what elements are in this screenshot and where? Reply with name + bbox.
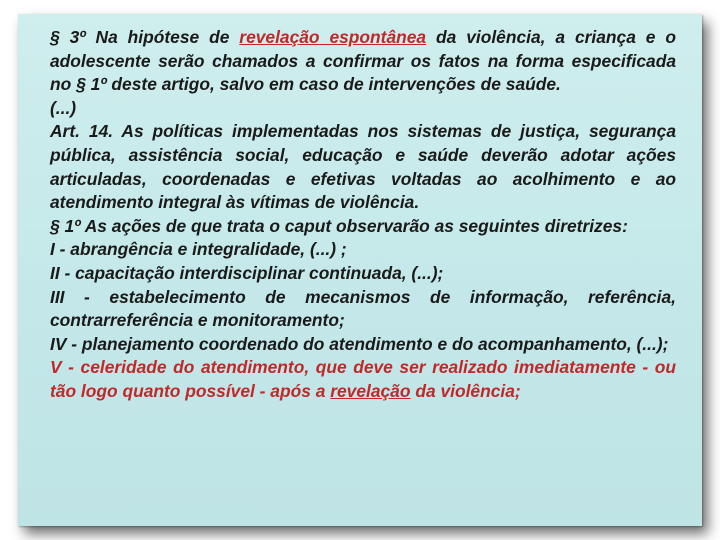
paragraph-par3 bbox=[50, 26, 676, 97]
item-v bbox=[50, 356, 676, 403]
paragraph-par1: § 1º As ações de que trata o caput observarão as seguintes diretrizes: bbox=[50, 215, 628, 236]
law-text bbox=[50, 26, 676, 404]
item-iii: III - estabelecimento de mecanismos de informação, referência, contrarreferência e monitoramento; bbox=[50, 286, 676, 331]
item-i: I - abrangência e integralidade, (...) ; bbox=[50, 239, 347, 260]
paragraph-art14: Art. 14. As políticas implementadas nos sistemas de justiça, segurança pública, assistência social, educação e saúde deverão adotar ações articuladas, coordenadas e efetivas voltadas ao acolhimento e ao atendimento integral às vítimas de violência. bbox=[50, 121, 676, 213]
item-ii: II - capacitação interdisciplinar continuada, (...); bbox=[50, 262, 444, 283]
item-v-text-start: V - celeridade do atendimento, que deve ser realizado imediatamente - ou tão logo quanto possível - após a bbox=[50, 357, 676, 401]
item-v-highlight: revelação bbox=[330, 380, 411, 401]
par3-text-end: da violência, a criança e o adolescente serão chamados a confirmar os fatos na forma especificada no § 1º deste artigo, salvo em caso de intervenções de saúde. bbox=[50, 27, 677, 95]
par3-text-start: § 3º Na hipótese de bbox=[50, 27, 240, 47]
par3-highlight: revelação espontânea bbox=[239, 27, 427, 47]
paragraph-ellipsis: (...) bbox=[50, 97, 77, 118]
item-v-text-end: da violência; bbox=[410, 380, 521, 401]
item-iv: IV - planejamento coordenado do atendimento e do acompanhamento, (...); bbox=[50, 333, 669, 354]
